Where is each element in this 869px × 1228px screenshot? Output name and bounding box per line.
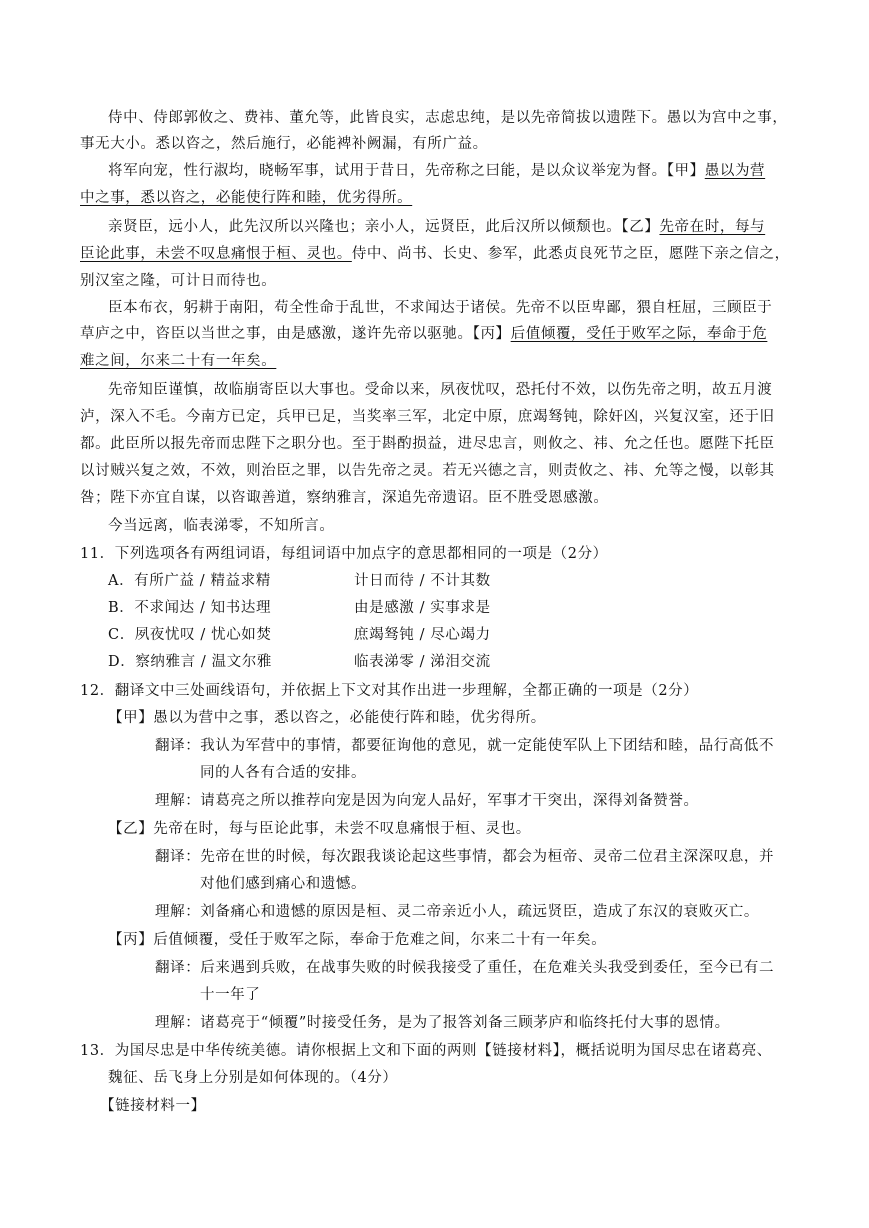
passage-line <box>80 324 767 344</box>
underlined-sentence-jia: 中之事，悉以咨之，必能使行阵和睦，优劣得所。 <box>80 190 413 206</box>
link-material-1-heading: 【链接材料一】 <box>100 1098 206 1114</box>
passage-line <box>108 217 765 237</box>
passage-text: 侍中、尚书、长史、参军，此悉贞良死节之臣，愿陛下亲之信之， <box>351 246 790 262</box>
q11-option-d-right: 临表涕零 / 涕泪交流 <box>354 654 491 670</box>
passage-line: 都。此臣所以报先帝而忠陛下之职分也。至于斟酌损益，进尽忠言，则攸之、祎、允之任也。愿陛下托臣 <box>80 436 775 452</box>
q11-option-b-left: B．不求闻达 / 知书达理 <box>108 600 272 616</box>
q11-option-a-right: 计日而待 / 不计其数 <box>354 573 491 589</box>
q12-jia-translation-cont: 同的人各有合适的安排。 <box>200 765 367 781</box>
q12-jia-sentence: 【甲】愚以为营中之事，悉以咨之，必能使行阵和睦，优劣得所。 <box>108 710 546 726</box>
question-13-stem-cont: 魏征、岳飞身上分别是如何体现的。（4分） <box>108 1070 398 1086</box>
q11-option-d-left: D．察纳雅言 / 温文尔雅 <box>108 654 273 670</box>
q12-bing-understanding: 理解：诸葛亮于“倾覆”时接受任务，是为了报答刘备三顾茅庐和临终托付大事的恩情。 <box>155 1015 730 1031</box>
underlined-sentence-bing: 后值倾覆，受任于败军之际，奉命于危 <box>510 326 768 342</box>
q11-option-a-left: A．有所广益 / 精益求精 <box>108 573 271 589</box>
passage-line: 侍中、侍郎郭攸之、费祎、董允等，此皆良实，志虑忠纯，是以先帝简拔以遗陛下。愚以为宫中之事， <box>108 110 788 126</box>
passage-line <box>80 244 790 264</box>
passage-text: 草庐之中，咨臣以当世之事，由是感激，遂许先帝以驱驰。【丙】 <box>80 326 511 342</box>
q12-yi-translation-cont: 对他们感到痛心和遗憾。 <box>200 876 367 892</box>
question-12-stem: 12．翻译文中三处画线语句，并依据上下文对其作出进一步理解，全都正确的一项是（2分） <box>80 683 699 699</box>
q12-bing-translation: 翻译：后来遇到兵败，在战事失败的时候我接受了重任，在危难关头我受到委任，至今已有二 <box>155 960 775 976</box>
passage-line: 泸，深入不毛。今南方已定，兵甲已足，当奖率三军，北定中原，庶竭驽钝，除奸凶，兴复汉室，还于旧 <box>80 409 775 425</box>
underlined-sentence-yi: 先帝在时，每与 <box>659 219 766 235</box>
question-13-stem: 13．为国尽忠是中华传统美德。请你根据上文和下面的两则【链接材料】，概括说明为国尽忠在诸葛亮、 <box>80 1043 772 1059</box>
passage-text: 将军向宠，性行淑均，晓畅军事，试用于昔日，先帝称之曰能，是以众议举宠为督。【甲】 <box>108 163 705 179</box>
passage-line: 今当远离，临表涕零，不知所言。 <box>108 518 335 534</box>
passage-line: 以讨贼兴复之效，不效，则治臣之罪，以告先帝之灵。若无兴德之言，则责攸之、祎、允等之慢，以彰其 <box>80 463 775 479</box>
q12-bing-translation-cont: 十一年了 <box>200 987 261 1003</box>
q12-yi-translation: 翻译：先帝在世的时候，每次跟我谈论起这些事情，都会为桓帝、灵帝二位君主深深叹息，并 <box>155 849 775 865</box>
q12-jia-translation: 翻译：我认为军营中的事情，都要征询他的意见，就一定能使军队上下团结和睦，品行高低不 <box>155 738 775 754</box>
q11-option-c-left: C．夙夜忧叹 / 忧心如焚 <box>108 627 272 643</box>
q12-yi-understanding: 理解：刘备痛心和遗憾的原因是桓、灵二帝亲近小人，疏远贤臣，造成了东汉的衰败灭亡。 <box>155 904 759 920</box>
q12-yi-sentence: 【乙】先帝在时，每与臣论此事，未尝不叹息痛恨于桓、灵也。 <box>108 821 531 837</box>
q11-option-c-right: 庶竭驽钝 / 尽心竭力 <box>354 627 491 643</box>
q12-bing-sentence: 【丙】后值倾覆，受任于败军之际，奉命于危难之间，尔来二十有一年矣。 <box>108 932 607 948</box>
passage-line <box>108 161 765 181</box>
underlined-sentence-yi: 臣论此事，未尝不叹息痛恨于桓、灵也。 <box>80 246 352 262</box>
passage-line: 臣本布衣，躬耕于南阳，苟全性命于乱世，不求闻达于诸侯。先帝不以臣卑鄙，猥自枉屈，三顾臣于 <box>108 300 773 316</box>
passage-line: 先帝知臣谨慎，故临崩寄臣以大事也。受命以来，夙夜忧叹，恐托付不效，以伤先帝之明，故五月渡 <box>108 382 773 398</box>
underlined-sentence-bing: 难之间，尔来二十有一年矣。 <box>80 353 277 369</box>
q12-jia-understanding: 理解：请葛亮之所以推荐向宠是因为向宠人品好，军事才干突出，深得刘备赞誉。 <box>155 793 699 809</box>
passage-line <box>80 188 412 208</box>
underlined-sentence-jia: 愚以为营 <box>704 163 766 179</box>
passage-line: 事无大小。悉以咨之，然后施行，必能裨补阙漏，有所广益。 <box>80 136 488 152</box>
question-11-stem: 11．下列选项各有两组词语，每组词语中加点字的意思都相同的一项是（2分） <box>80 546 608 562</box>
passage-line: 别汉室之隆，可计日而待也。 <box>80 273 277 289</box>
passage-line <box>80 351 276 371</box>
q11-option-b-right: 由是感激 / 实事求是 <box>354 600 491 616</box>
passage-line: 咎；陛下亦宜自谋，以咨诹善道，察纳雅言，深追先帝遗诏。臣不胜受恩感激。 <box>80 490 609 506</box>
passage-text: 亲贤臣，远小人，此先汉所以兴隆也；亲小人，远贤臣，此后汉所以倾颓也。【乙】 <box>108 219 660 235</box>
